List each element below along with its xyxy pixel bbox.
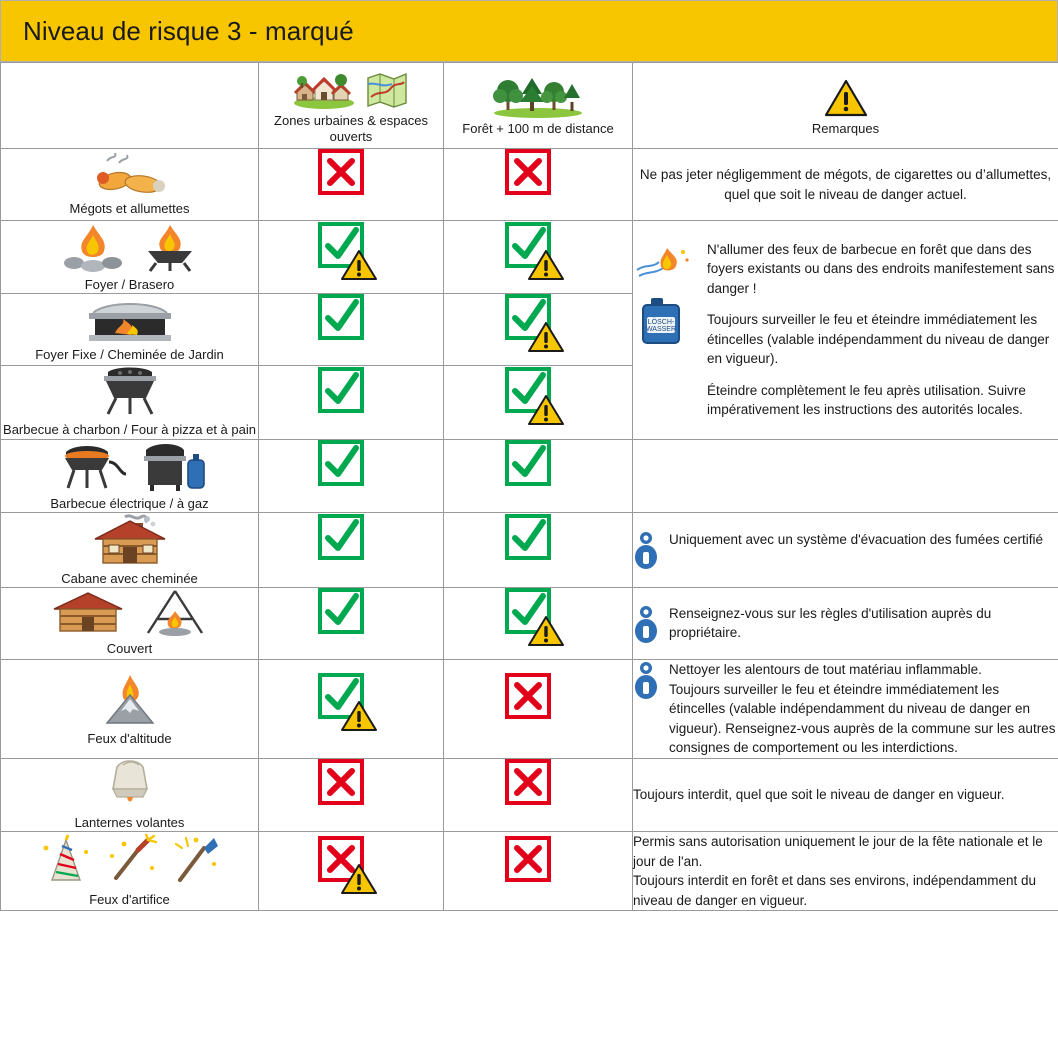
- row-label-feux-artifice: Feux d'artifice: [89, 892, 170, 908]
- cell-urban-barbecue-charbon: [259, 366, 444, 439]
- row-label-foyer-brasero: Foyer / Brasero: [84, 277, 175, 292]
- table-header-row: [1, 63, 1058, 149]
- row-label-lanternes: Lanternes volantes: [74, 814, 185, 830]
- row-label-cell-megots: [1, 149, 259, 221]
- notes-paragraph: N'allumer des feux de barbecue en forêt que dans des foyers existants ou dans des endroits manifestement sans danger !: [707, 241, 1055, 296]
- cell-forest-lanternes: [444, 758, 633, 831]
- row-label-barbecue-charbon: Barbecue à charbon / Four à pizza et à pain: [3, 422, 256, 438]
- row-label-cell-foyer-brasero: [1, 221, 259, 294]
- row-label-cell-barbecue-charbon: [1, 366, 259, 439]
- cell-forest-barbecue-elec-gaz: [444, 439, 633, 512]
- cell-forest-foyer-brasero: [444, 221, 633, 294]
- allowed-icon: [314, 294, 388, 360]
- row-label-megots: Mégots et allumettes: [69, 201, 190, 217]
- table-row: [1, 588, 1058, 660]
- shelter-icon: [48, 589, 128, 637]
- notes-paragraph: Éteindre complètement le feu après utilisation. Suivre impérativement les instructions des autorités locales.: [707, 382, 1026, 418]
- notes-text: Renseignez-vous sur les règles d'utilisation auprès du propriétaire.: [669, 605, 992, 641]
- cell-urban-lanternes: [259, 758, 444, 831]
- forest-icon: [492, 74, 584, 118]
- page-title-bar: [0, 0, 1058, 62]
- notes-cell-lanternes: [633, 758, 1058, 831]
- row-label-cell-feux-altitude: [1, 660, 259, 759]
- cell-urban-foyer-fixe: [259, 294, 444, 366]
- cell-urban-feux-altitude: [259, 660, 444, 759]
- fixed-fireplace-icon: [75, 297, 185, 343]
- cell-urban-cabane: [259, 512, 444, 587]
- cell-forest-megots: [444, 149, 633, 221]
- map-icon: [365, 70, 409, 110]
- sparkler-icon: [104, 834, 160, 888]
- allowed-with-warning-icon: [501, 588, 575, 654]
- cell-forest-barbecue-charbon: [444, 366, 633, 439]
- row-label-cell-cabane: [1, 512, 259, 587]
- electric-grill-icon: [52, 440, 128, 492]
- header-cell-notes: [633, 63, 1058, 149]
- notes-cell-couvert: [633, 588, 1058, 660]
- table-row: [1, 832, 1058, 911]
- campfire-icon: [58, 221, 128, 273]
- notes-cell-megots: [633, 149, 1058, 221]
- mountain-fire-icon: [95, 671, 165, 727]
- table-row: [1, 660, 1058, 759]
- cell-urban-foyer-brasero: [259, 221, 444, 294]
- header-cell-urban: [259, 63, 444, 149]
- allowed-icon: [314, 367, 388, 433]
- header-label-urban: Zones urbaines & espaces ouverts: [274, 112, 428, 144]
- table-row: [1, 758, 1058, 831]
- cell-forest-cabane: [444, 512, 633, 587]
- sky-lantern-icon: [103, 759, 157, 811]
- cell-urban-megots: [259, 149, 444, 221]
- allowed-icon: [314, 514, 388, 580]
- canister-label-line1: LÖSCH-: [647, 319, 675, 327]
- row-label-cell-feux-artifice: [1, 832, 259, 911]
- row-label-feux-altitude: Feux d'altitude: [87, 730, 172, 746]
- rocket-icon: [170, 834, 222, 888]
- row-label-cell-couvert: [1, 588, 259, 660]
- canister-label-line2: WASSER: [645, 326, 677, 334]
- allowed-icon: [501, 514, 575, 580]
- forbidden-icon: [501, 759, 575, 825]
- charcoal-grill-icon: [94, 366, 166, 418]
- cell-forest-couvert: [444, 588, 633, 660]
- gas-grill-icon: [138, 440, 208, 492]
- row-label-cell-foyer-fixe: [1, 294, 259, 366]
- cell-forest-feux-altitude: [444, 660, 633, 759]
- table-row: [1, 149, 1058, 221]
- allowed-icon: [314, 588, 388, 654]
- notes-cell-barbecue-elec-gaz: [633, 439, 1058, 512]
- forbidden-icon: [314, 149, 388, 215]
- notes-cell-cabane: [633, 512, 1058, 587]
- notes-text: Permis sans autorisation uniquement le jour de la fête nationale et le jour de l'an.: [633, 834, 1043, 869]
- fire-bowl-icon: [138, 221, 202, 273]
- notes-text: Nettoyer les alentours de tout matériau inflammable.: [669, 662, 982, 677]
- forbidden-icon: [314, 759, 388, 825]
- row-label-foyer-fixe: Foyer Fixe / Cheminée de Jardin: [35, 346, 224, 362]
- notes-text: Toujours interdit, quel que soit le niveau de danger en vigueur.: [633, 787, 1005, 803]
- info-icon: [633, 604, 659, 644]
- row-label-barbecue-elec-gaz: Barbecue électrique / à gaz: [50, 495, 209, 511]
- tipi-fire-icon: [138, 589, 212, 637]
- forbidden-with-warning-icon: [314, 836, 388, 902]
- notes-cell-merged-fires: [633, 221, 1058, 440]
- header-label-forest: Forêt + 100 m de distance: [462, 120, 614, 136]
- row-label-couvert: Couvert: [106, 641, 153, 657]
- info-icon: [633, 660, 659, 700]
- row-label-cell-lanternes: [1, 758, 259, 831]
- table-row: [1, 221, 1058, 294]
- warning-triangle-icon: [824, 78, 868, 118]
- risk-matrix-table: [0, 62, 1058, 911]
- notes-text: Uniquement avec un système d'évacuation des fumées certifié: [669, 531, 1044, 547]
- notes-text: Ne pas jeter négligemment de mégots, de cigarettes ou d’allumettes, quel que soit le niveau de danger actuel.: [639, 166, 1052, 202]
- notes-cell-feux-artifice: [633, 832, 1058, 911]
- allowed-with-warning-icon: [501, 294, 575, 360]
- cigarette-butt-icon: [85, 151, 175, 197]
- forbidden-icon: [501, 836, 575, 902]
- party-cone-icon: [38, 834, 94, 888]
- forbidden-icon: [501, 673, 575, 739]
- row-label-cell-barbecue-elec-gaz: [1, 439, 259, 512]
- cell-urban-couvert: [259, 588, 444, 660]
- cabin-chimney-icon: [87, 513, 173, 567]
- cell-forest-feux-artifice: [444, 832, 633, 911]
- forbidden-icon: [501, 149, 575, 215]
- table-row: [1, 512, 1058, 587]
- cell-urban-feux-artifice: [259, 832, 444, 911]
- header-cell-empty: [1, 63, 259, 149]
- notes-paragraph: Toujours surveiller le feu et éteindre immédiatement les étincelles (valable indépendamment du niveau de danger en vigueur).: [707, 312, 1050, 367]
- notes-cell-feux-altitude: [633, 660, 1058, 759]
- allowed-icon: [501, 440, 575, 506]
- allowed-with-warning-icon: [314, 673, 388, 739]
- header-cell-forest: [444, 63, 633, 149]
- allowed-icon: [314, 440, 388, 506]
- water-canister-icon: [633, 295, 691, 347]
- notes-text: Toujours interdit en forêt et dans ses environs, indépendamment du niveau de danger en vigueur.: [633, 873, 1036, 908]
- cell-urban-barbecue-elec-gaz: [259, 439, 444, 512]
- cell-forest-foyer-fixe: [444, 294, 633, 366]
- row-label-cabane: Cabane avec cheminée: [61, 570, 198, 586]
- allowed-with-warning-icon: [501, 222, 575, 288]
- header-label-notes: Remarques: [811, 120, 880, 136]
- notes-text: Toujours surveiller le feu et éteindre immédiatement les étincelles (valable indépendamment du niveau de danger en vigueur). Renseignez-vous auprès de la commune sur les autres consignes de comportement ou les interdictions.: [669, 681, 1056, 756]
- page-title: Niveau de risque 3 - marqué: [23, 15, 354, 46]
- allowed-with-warning-icon: [501, 367, 575, 433]
- table-row: [1, 439, 1058, 512]
- info-icon: [633, 530, 659, 570]
- spark-fire-icon: [633, 240, 693, 284]
- village-icon: [293, 70, 355, 110]
- allowed-with-warning-icon: [314, 222, 388, 288]
